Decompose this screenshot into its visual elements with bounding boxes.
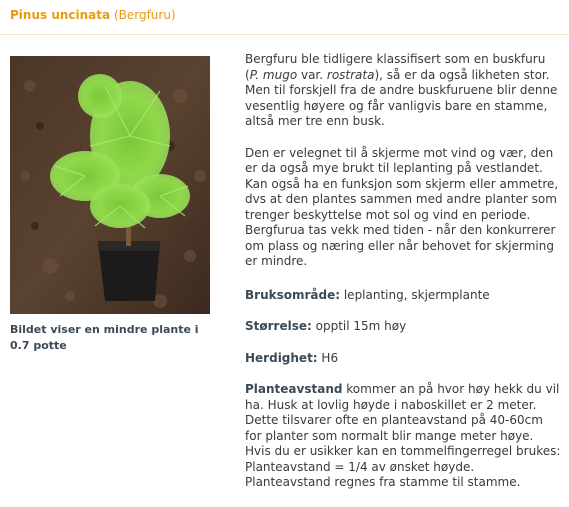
common-name: (Bergfuru): [113, 8, 176, 22]
fact-spacing-value: kommer an på hvor høy hekk du vil ha. Husk at lovlig høyde i naboskillet er 2 meter. Dette tilsvarer ofte en planteavstand på 40-60cm for planter som normalt blir mange meter høye. Hvis du er usikker kan en tommelfingerregel brukes: Planteavstand = 1/4 av ønsket høyde. Planteavstand regnes fra stamme til stamme.: [245, 382, 561, 489]
fact-hardiness: [245, 351, 561, 367]
fact-use-label: Bruksområde:: [245, 287, 341, 302]
fact-use: [245, 288, 561, 304]
plant-photo: [10, 56, 210, 314]
latin-name: Pinus uncinata: [10, 8, 111, 22]
header-divider: [0, 34, 569, 35]
fact-spacing-label: Planteavstand: [245, 382, 343, 396]
plant-description: [245, 52, 561, 507]
fact-size-label: Størrelse:: [245, 319, 312, 333]
image-caption: Bildet viser en mindre plante i 0.7 potte: [10, 323, 199, 352]
variety-name: rostrata: [326, 67, 375, 82]
fact-hardiness-value: H6: [317, 350, 339, 365]
fact-use-value: leplanting, skjermplante: [340, 287, 490, 302]
description-paragraph-1: Bergfuru ble tidligere klassifisert som en buskfuru (P. mugo var. rostrata), så er da også likheten stor. Men til forskjell fra de andre buskfuruene blir denne vesentlig høyere og får vanligvis bare en stamme, altså mer tre enn busk.: [245, 52, 558, 128]
fact-spacing: [245, 382, 561, 491]
fact-size: [245, 319, 561, 335]
fact-size-value: opptil 15m høy: [311, 319, 407, 333]
description-paragraph-2: Den er velegnet til å skjerme mot vind og vær, den er da også mye brukt til leplanting på vestlandet. Kan også ha en funksjon som skjerm eller ammetre, dvs at den plantes sammen med andre planter som trenger beskyttelse mot sol og vind en periode. Bergfurua tas vekk med tiden - når den konkurrerer om plass og næring eller når behovet for skjerming er mindre.: [245, 145, 559, 268]
species-name: P. mugo: [249, 67, 298, 82]
fact-hardiness-label: Herdighet:: [245, 350, 318, 365]
page-title: [10, 8, 176, 22]
